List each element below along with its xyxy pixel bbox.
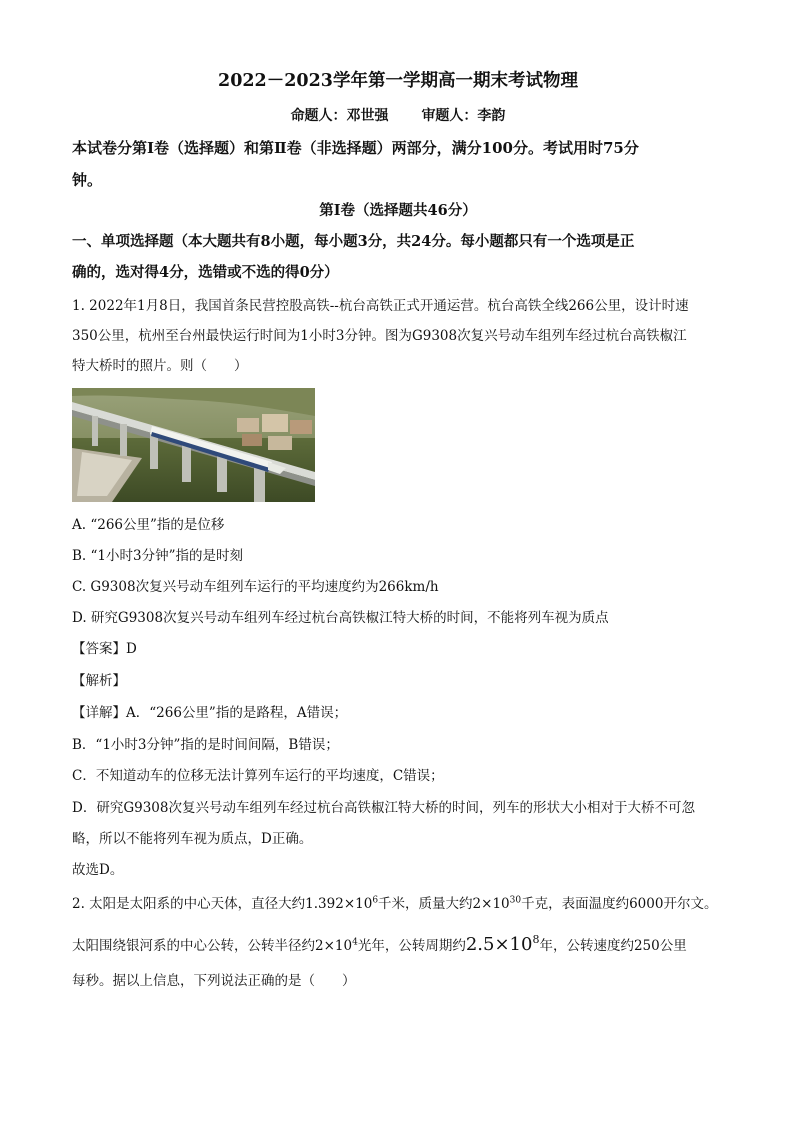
question-setter: 命题人：邓世强 <box>290 108 389 124</box>
q2-text: 太阳围绕银河系的中心公转，公转半径约 <box>72 938 315 954</box>
q1-option-c: C. G9308次复兴号动车组列车运行的平均速度约为266km/h <box>72 579 439 595</box>
q1-option-b: B. “1小时3分钟”指的是时刻 <box>72 548 243 564</box>
q1-stem-line-1: 1. 2022年1月8日，我国首条民营控股高铁--杭台高铁正式开通运营。杭台高铁全线266公里，设计时速 <box>72 298 689 314</box>
q2-text: 2. 太阳是太阳系的中心天体，直径大约 <box>72 896 306 912</box>
section1-line-1: 一、单项选择题（本大题共有8小题，每小题3分，共24分。每小题都只有一个选项是正 <box>72 233 635 250</box>
q1-option-d: D. 研究G9308次复兴号动车组列车经过杭台高铁椒江特大桥的时间，不能将列车视为质点 <box>72 610 609 626</box>
q1-option-a: A. “266公里”指的是位移 <box>72 517 225 533</box>
authors-line <box>72 107 724 125</box>
bridge-train-photo <box>72 388 315 502</box>
q1-stem-line-3: 特大桥时的照片。则（ ） <box>72 358 248 374</box>
q1-detail-c: C．不知道动车的位移无法计算列车运行的平均速度，C错误； <box>72 768 444 784</box>
sun-temperature: 6000 <box>629 896 664 912</box>
q2-text: 千克，表面温度约 <box>521 896 630 912</box>
q1-detail-a: 【详解】A．“266公里”指的是路程，A错误； <box>72 705 348 721</box>
question-reviewer: 审题人：李韵 <box>421 108 506 124</box>
part1-heading: 第Ⅰ卷（选择题共46分） <box>319 202 477 219</box>
q2-text: 年，公转速度约250公里 <box>539 938 687 954</box>
intro-line-1: 本试卷分第Ⅰ卷（选择题）和第Ⅱ卷（非选择题）两部分，满分100分。考试用时75分 <box>72 139 639 157</box>
intro-line-2: 钟。 <box>72 171 103 189</box>
orbit-radius: $2\times 10^4$ <box>315 937 358 954</box>
exam-title: 2022－2023学年第一学期高一期末考试物理 <box>218 71 578 91</box>
q1-conclusion: 故选D。 <box>72 862 124 878</box>
section1-line-2: 确的，选对得4分，选错或不选的得0分） <box>72 264 339 281</box>
sun-mass: $2\times 10^{30}$ <box>472 895 522 912</box>
q1-analysis-label: 【解析】 <box>72 673 126 689</box>
q2-text: 开尔文。 <box>663 896 718 912</box>
q1-answer: 【答案】D <box>72 641 137 657</box>
q2-stem-line-2 <box>72 933 724 955</box>
q1-detail-b: B．“1小时3分钟”指的是时间间隔，B错误； <box>72 737 339 753</box>
q1-detail-d-line-1: D．研究G9308次复兴号动车组列车经过杭台高铁椒江特大桥的时间，列车的形状大小相对于大桥不可忽 <box>72 800 695 816</box>
orbit-period: $2.5\times 10^8$ <box>465 933 540 955</box>
q1-detail-d-line-2: 略，所以不能将列车视为质点，D正确。 <box>72 831 313 847</box>
q2-text: 千米，质量大约 <box>378 896 473 912</box>
q1-stem-line-2: 350公里，杭州至台州最快运行时间为1小时3分钟。图为G9308次复兴号动车组列车经过杭台高铁椒江 <box>72 328 687 344</box>
q2-text: 光年，公转周期约 <box>357 938 466 954</box>
q2-stem-line-3: 每秒。据以上信息，下列说法正确的是（ ） <box>72 973 356 989</box>
q2-stem-line-1 <box>72 895 724 913</box>
sun-diameter: $1.392\times 10^6$ <box>305 895 379 912</box>
